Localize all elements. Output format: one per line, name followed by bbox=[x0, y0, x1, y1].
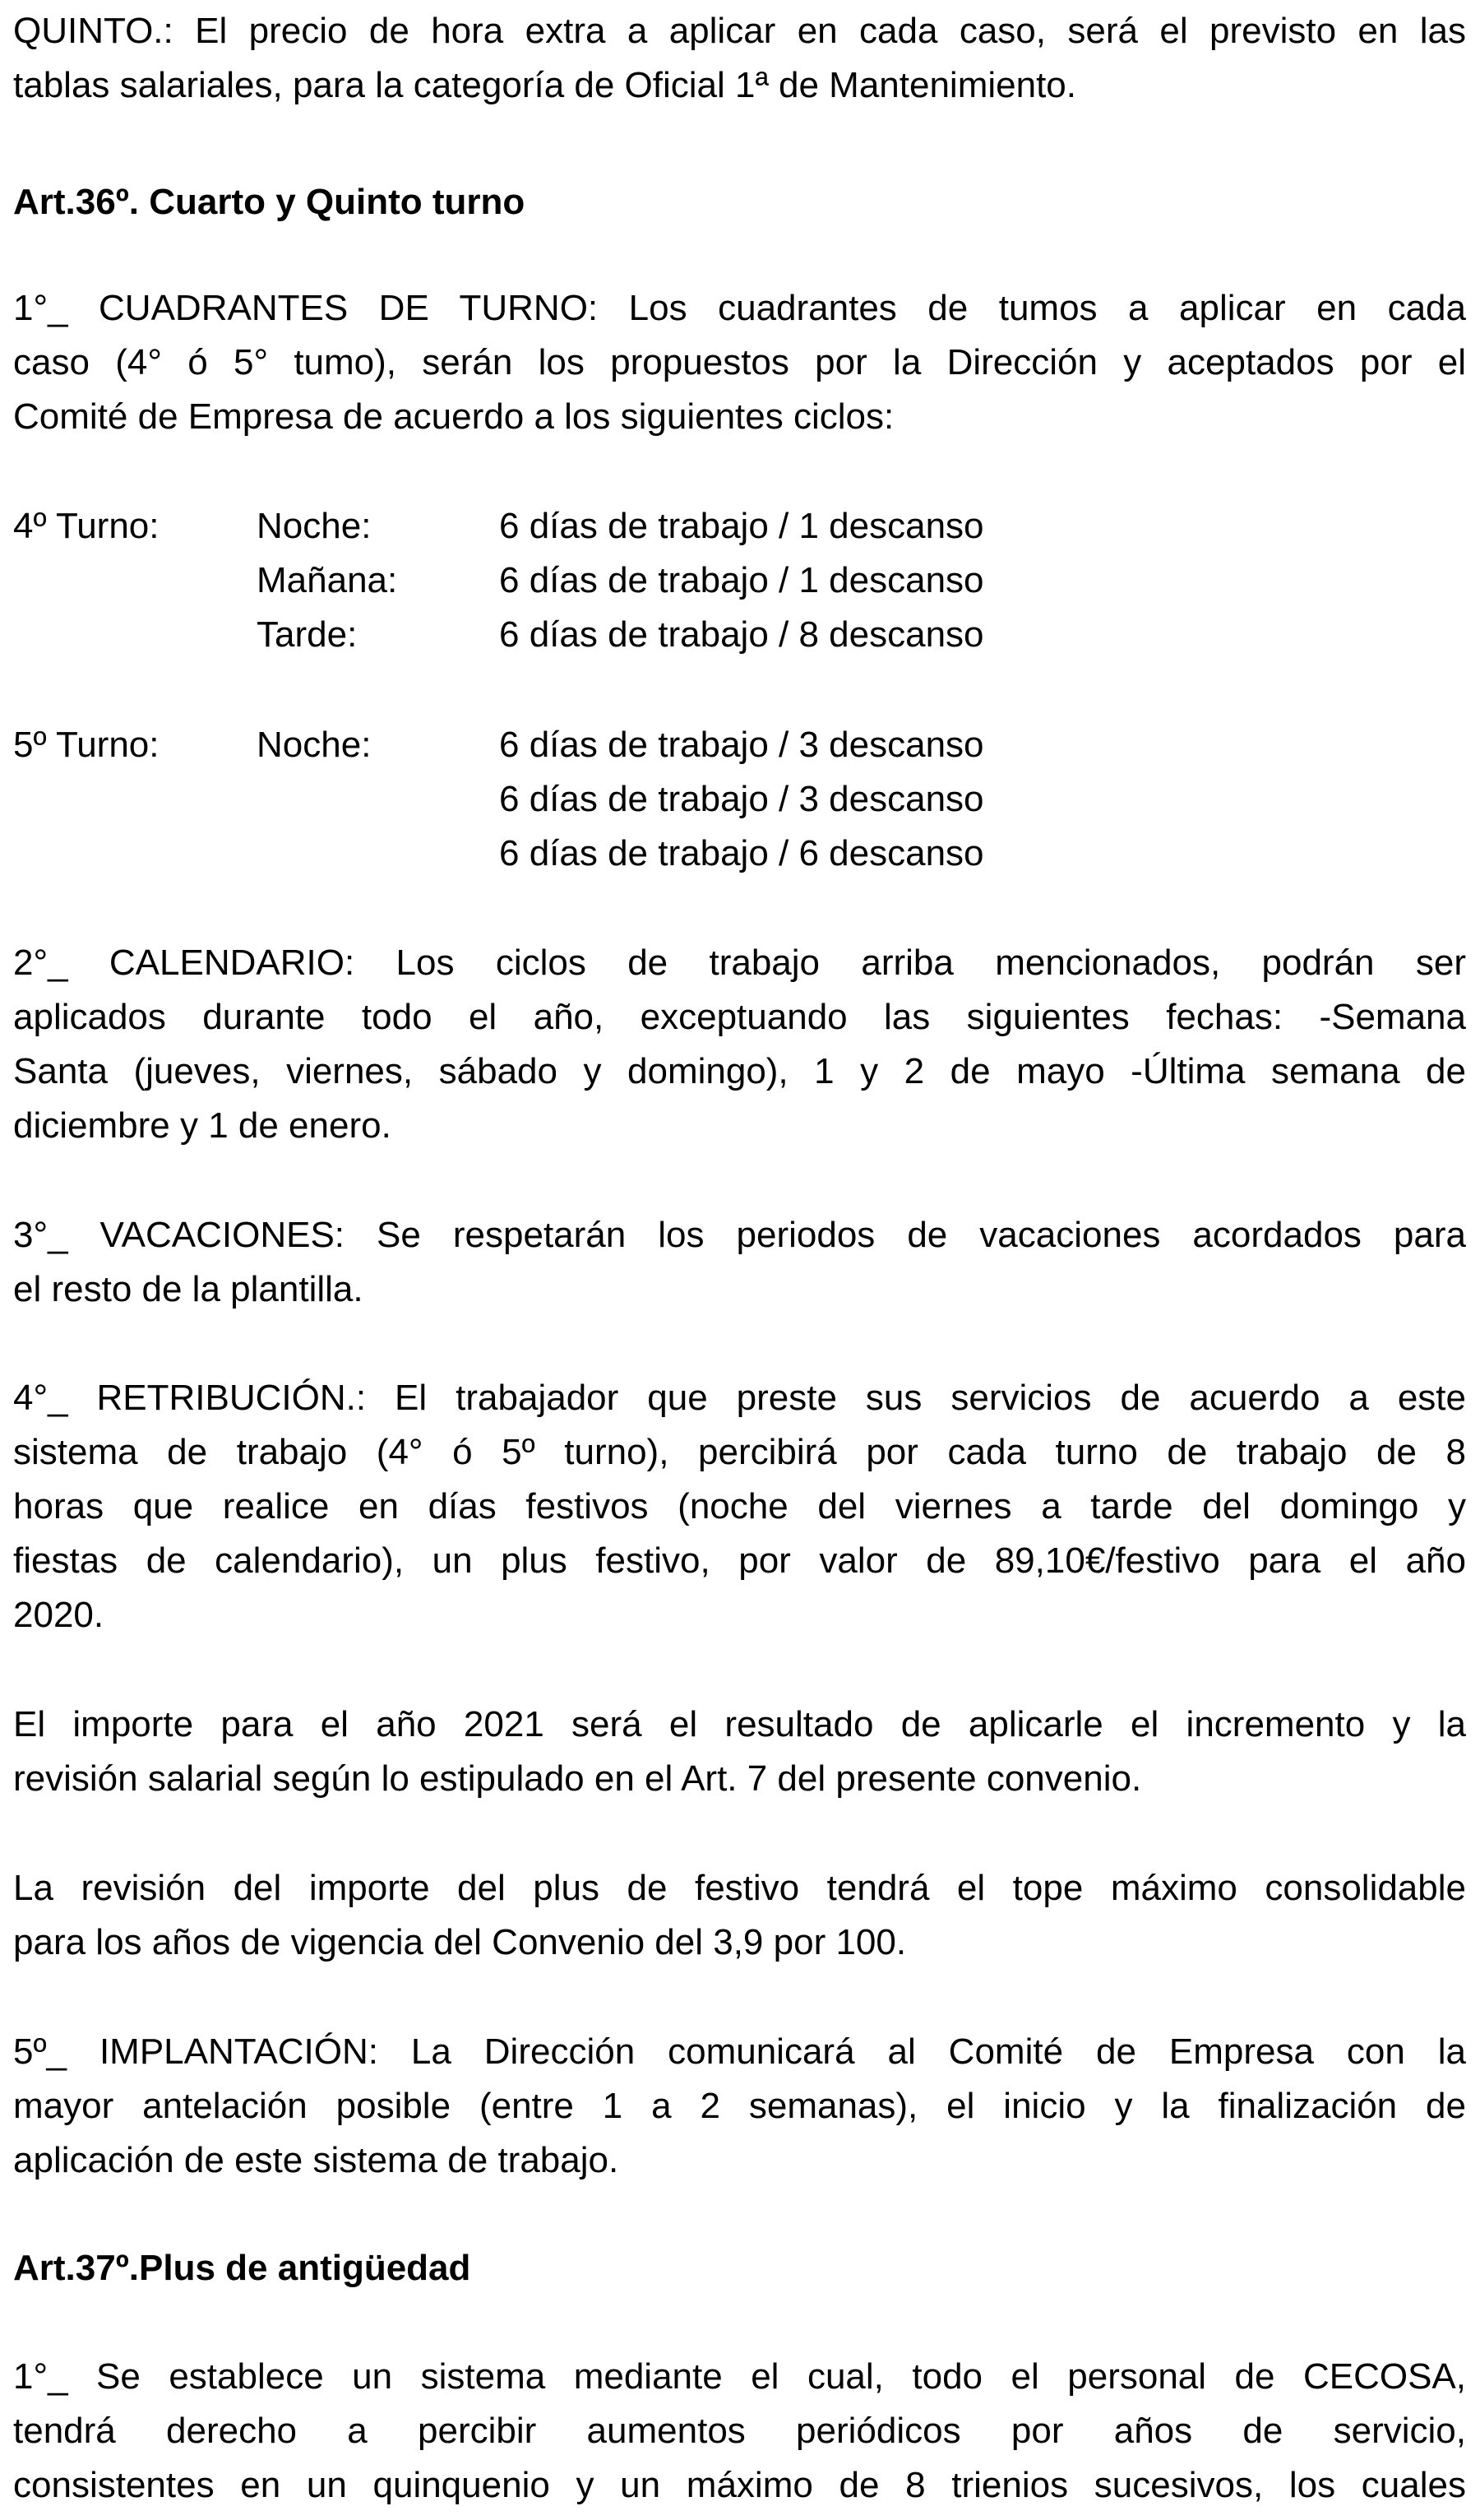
paragraph-importe-line: revisión salarial según lo estipulado en el Art. 7 del presente convenio. bbox=[13, 1758, 1142, 1799]
paragraph-antiguedad-line: tendrá derecho a percibir aumentos periódicos por años de servicio, bbox=[13, 2411, 1466, 2451]
shift-cycle: 6 días de trabajo / 3 descanso bbox=[499, 725, 984, 765]
shift-cycle: 6 días de trabajo / 6 descanso bbox=[499, 833, 984, 873]
paragraph-vacaciones-line: 3°_ VACACIONES: Se respetarán los periodos de vacaciones acordados para bbox=[13, 1215, 1466, 1255]
shift-cycle: 6 días de trabajo / 8 descanso bbox=[499, 614, 984, 655]
paragraph-quinto-line: QUINTO.: El precio de hora extra a aplicar en cada caso, será el previsto en las bbox=[13, 11, 1466, 51]
shift-name: Noche: bbox=[257, 506, 372, 546]
turno-5-label: 5º Turno: bbox=[13, 725, 160, 765]
shift-name: Tarde: bbox=[257, 614, 358, 655]
paragraph-retribucion-line: horas que realice en días festivos (noche del viernes a tarde del domingo y bbox=[13, 1486, 1466, 1526]
paragraph-antiguedad-line: consistentes en un quinquenio y un máximo de 8 trienios sucesivos, los cuales bbox=[13, 2465, 1466, 2505]
article-36-heading: Art.36º. Cuarto y Quinto turno bbox=[13, 182, 525, 222]
paragraph-implantacion-line: 5º_ IMPLANTACIÓN: La Dirección comunicará al Comité de Empresa con la bbox=[13, 2031, 1466, 2072]
paragraph-retribucion-line: fiestas de calendario), un plus festivo, por valor de 89,10€/festivo para el año bbox=[13, 1540, 1466, 1581]
paragraph-retribucion-line: sistema de trabajo (4° ó 5º turno), percibirá por cada turno de trabajo de 8 bbox=[13, 1432, 1466, 1472]
paragraph-implantacion-line: aplicación de este sistema de trabajo. bbox=[13, 2140, 619, 2180]
paragraph-calendario-line: aplicados durante todo el año, exceptuando las siguientes fechas: -Semana bbox=[13, 997, 1466, 1037]
turno-4-label: 4º Turno: bbox=[13, 506, 160, 546]
paragraph-revision-line: para los años de vigencia del Convenio del 3,9 por 100. bbox=[13, 1922, 907, 1962]
shift-name: Noche: bbox=[257, 725, 372, 765]
shift-name: Mañana: bbox=[257, 560, 398, 600]
paragraph-importe-line: El importe para el año 2021 será el resultado de aplicarle el incremento y la bbox=[13, 1704, 1466, 1744]
shift-cycle: 6 días de trabajo / 1 descanso bbox=[499, 560, 984, 600]
paragraph-antiguedad-line: 1°_ Se establece un sistema mediante el cual, todo el personal de CECOSA, bbox=[13, 2356, 1466, 2397]
paragraph-implantacion-line: mayor antelación posible (entre 1 a 2 semanas), el inicio y la finalización de bbox=[13, 2086, 1466, 2126]
paragraph-cuadrantes-line: caso (4° ó 5° tumo), serán los propuestos por la Dirección y aceptados por el bbox=[13, 342, 1466, 382]
shift-cycle: 6 días de trabajo / 1 descanso bbox=[499, 506, 984, 546]
paragraph-revision-line: La revisión del importe del plus de festivo tendrá el tope máximo consolidable bbox=[13, 1868, 1466, 1908]
paragraph-retribucion-line: 2020. bbox=[13, 1595, 104, 1635]
article-37-heading: Art.37º.Plus de antigüedad bbox=[13, 2248, 471, 2288]
paragraph-calendario-line: Santa (jueves, viernes, sábado y domingo), 1 y 2 de mayo -Última semana de bbox=[13, 1051, 1466, 1091]
shift-cycle: 6 días de trabajo / 3 descanso bbox=[499, 779, 984, 819]
paragraph-cuadrantes-line: Comité de Empresa de acuerdo a los siguientes ciclos: bbox=[13, 396, 895, 437]
paragraph-vacaciones-line: el resto de la plantilla. bbox=[13, 1269, 363, 1309]
paragraph-retribucion-line: 4°_ RETRIBUCIÓN.: El trabajador que preste sus servicios de acuerdo a este bbox=[13, 1378, 1466, 1418]
paragraph-calendario-line: diciembre y 1 de enero. bbox=[13, 1105, 391, 1146]
paragraph-calendario-line: 2°_ CALENDARIO: Los ciclos de trabajo arriba mencionados, podrán ser bbox=[13, 943, 1466, 983]
paragraph-quinto-line: tablas salariales, para la categoría de Oficial 1ª de Mantenimiento. bbox=[13, 65, 1076, 105]
paragraph-cuadrantes-line: 1°_ CUADRANTES DE TURNO: Los cuadrantes de tumos a aplicar en cada bbox=[13, 288, 1466, 328]
